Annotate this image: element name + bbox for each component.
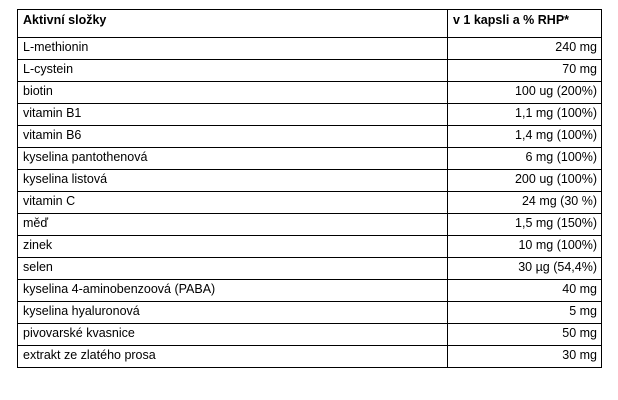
ingredients-table [17, 9, 602, 368]
ingredient-name-cell: extrakt ze zlatého prosa [18, 346, 448, 368]
column-header-ingredient: Aktivní složky [18, 10, 448, 38]
ingredient-amount-cell: 100 ug (200%) [448, 82, 602, 104]
table-body [18, 38, 602, 368]
table-row [18, 280, 602, 302]
ingredient-amount-cell: 6 mg (100%) [448, 148, 602, 170]
ingredient-name-cell: vitamin C [18, 192, 448, 214]
ingredient-name-cell: zinek [18, 236, 448, 258]
ingredient-name-cell: L-cystein [18, 60, 448, 82]
table-row [18, 60, 602, 82]
ingredient-amount-cell: 30 µg (54,4%) [448, 258, 602, 280]
ingredient-name-cell: vitamin B6 [18, 126, 448, 148]
ingredient-name-cell: pivovarské kvasnice [18, 324, 448, 346]
ingredient-name-cell: kyselina 4-aminobenzoová (PABA) [18, 280, 448, 302]
ingredient-amount-cell: 240 mg [448, 38, 602, 60]
ingredient-amount-cell: 30 mg [448, 346, 602, 368]
table-row [18, 170, 602, 192]
table-row [18, 148, 602, 170]
ingredient-amount-cell: 50 mg [448, 324, 602, 346]
column-header-amount: v 1 kapsli a % RHP* [448, 10, 602, 38]
ingredient-name-cell: kyselina hyaluronová [18, 302, 448, 324]
ingredient-name-cell: měď [18, 214, 448, 236]
table-row [18, 258, 602, 280]
ingredient-name-cell: kyselina listová [18, 170, 448, 192]
ingredient-amount-cell: 5 mg [448, 302, 602, 324]
ingredient-amount-cell: 1,5 mg (150%) [448, 214, 602, 236]
ingredient-amount-cell: 1,4 mg (100%) [448, 126, 602, 148]
ingredient-name-cell: kyselina pantothenová [18, 148, 448, 170]
table-row [18, 236, 602, 258]
table-row [18, 324, 602, 346]
table-row [18, 346, 602, 368]
table-row [18, 192, 602, 214]
table-row [18, 82, 602, 104]
table-header-row [18, 10, 602, 38]
table-row [18, 126, 602, 148]
table-row [18, 302, 602, 324]
ingredient-amount-cell: 1,1 mg (100%) [448, 104, 602, 126]
ingredient-name-cell: biotin [18, 82, 448, 104]
ingredient-amount-cell: 200 ug (100%) [448, 170, 602, 192]
ingredient-name-cell: selen [18, 258, 448, 280]
table-row [18, 104, 602, 126]
table-row [18, 214, 602, 236]
ingredient-amount-cell: 40 mg [448, 280, 602, 302]
ingredient-amount-cell: 24 mg (30 %) [448, 192, 602, 214]
ingredient-amount-cell: 70 mg [448, 60, 602, 82]
table-row [18, 38, 602, 60]
ingredient-name-cell: L-methionin [18, 38, 448, 60]
ingredient-amount-cell: 10 mg (100%) [448, 236, 602, 258]
ingredient-name-cell: vitamin B1 [18, 104, 448, 126]
